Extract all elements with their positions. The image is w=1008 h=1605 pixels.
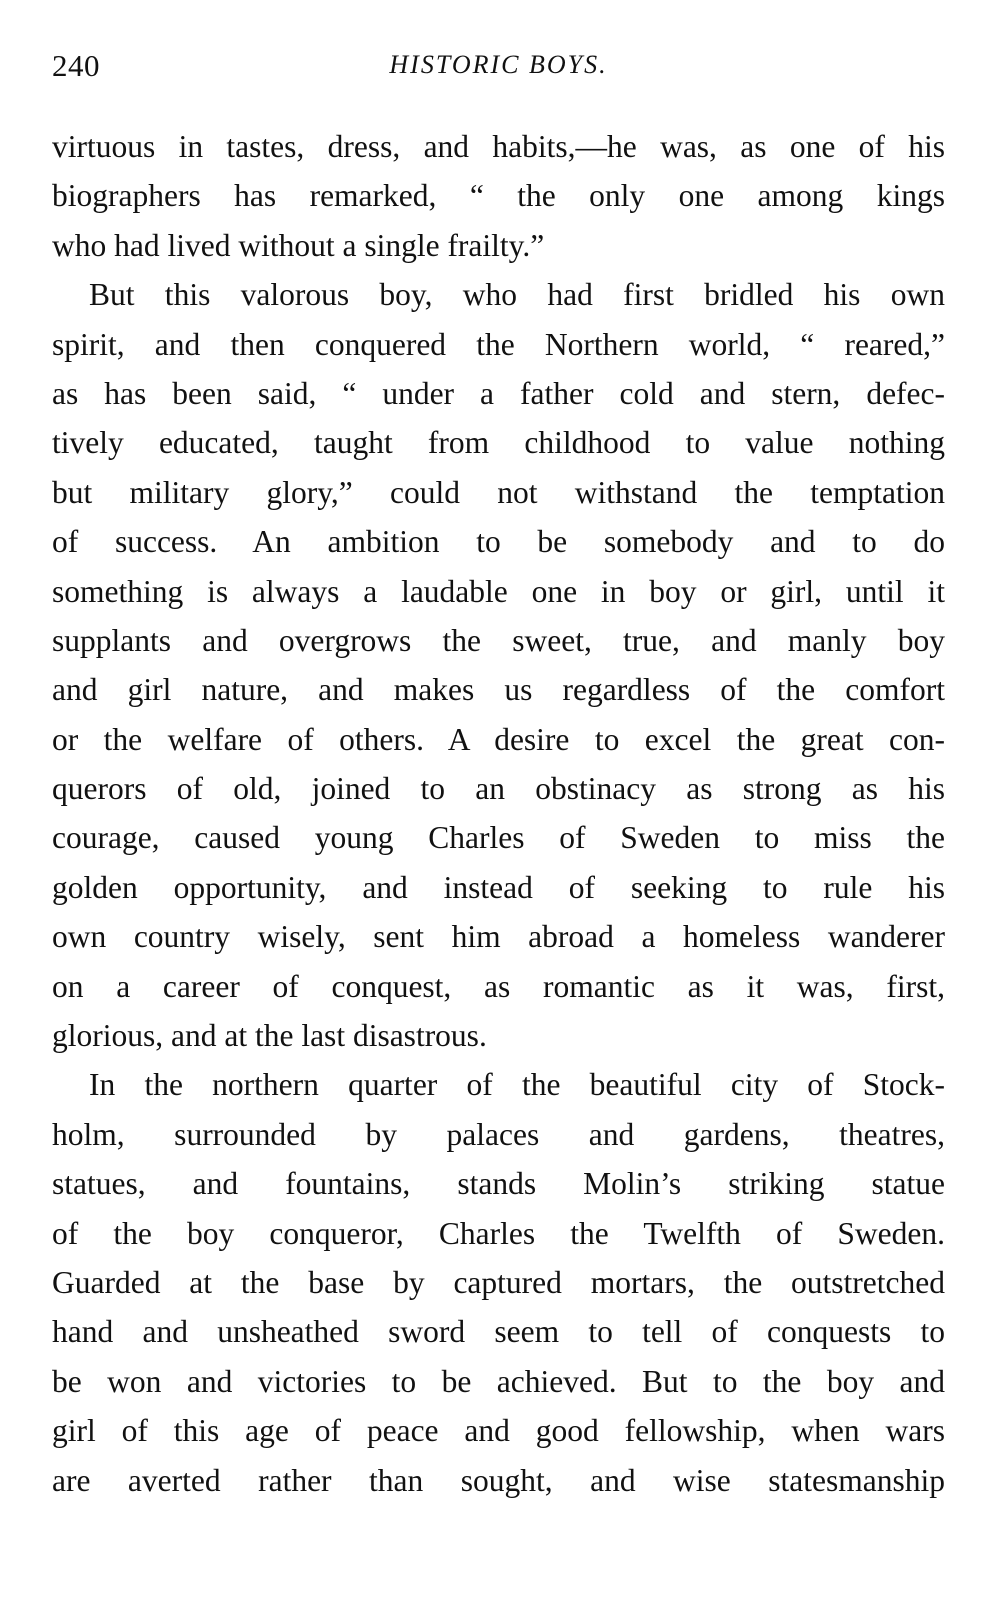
text-line: or the welfare of others. A desire to excel the great con- — [52, 721, 945, 757]
page-header — [52, 48, 945, 88]
text-line: spirit, and then conquered the Northern world, “ reared,” — [52, 326, 945, 362]
text-line: holm, surrounded by palaces and gardens, theatres, — [52, 1116, 945, 1152]
text-line: on a career of conquest, as romantic as it was, first, — [52, 968, 945, 1004]
page-number: 240 — [52, 48, 100, 83]
body-text — [52, 122, 945, 1505]
text-line: Guarded at the base by captured mortars, the outstretched — [52, 1264, 945, 1300]
text-line: be won and victories to be achieved. But to the boy and — [52, 1363, 945, 1399]
text-line: statues, and fountains, stands Molin’s striking statue — [52, 1166, 945, 1202]
text-line: but military glory,” could not withstand the temptation — [52, 474, 945, 510]
text-line: as has been said, “ under a father cold and stern, defec- — [52, 375, 945, 411]
text-line: glorious, and at the last disastrous. — [52, 1018, 487, 1054]
text-line: girl of this age of peace and good fellowship, when wars — [52, 1413, 945, 1449]
text-line: and girl nature, and makes us regardless of the comfort — [52, 672, 945, 708]
text-line: of the boy conqueror, Charles the Twelfth of Sweden. — [52, 1215, 945, 1251]
text-line: courage, caused young Charles of Sweden to miss the — [52, 820, 945, 856]
text-line: supplants and overgrows the sweet, true, and manly boy — [52, 622, 945, 658]
text-line: tively educated, taught from childhood to value nothing — [52, 425, 945, 461]
text-line: querors of old, joined to an obstinacy as strong as his — [52, 771, 945, 807]
text-line: something is always a laudable one in boy or girl, until it — [52, 573, 945, 609]
text-line: In the northern quarter of the beautiful city of Stock- — [89, 1067, 945, 1103]
running-title: HISTORIC BOYS. — [389, 50, 608, 79]
text-line: But this valorous boy, who had first bridled his own — [89, 277, 945, 313]
text-line: golden opportunity, and instead of seeking to rule his — [52, 869, 945, 905]
text-line: own country wisely, sent him abroad a homeless wanderer — [52, 919, 945, 955]
text-line: virtuous in tastes, dress, and habits,—he was, as one of his — [52, 129, 945, 164]
text-line: who had lived without a single frailty.” — [52, 227, 545, 263]
text-line: biographers has remarked, “ the only one among kings — [52, 178, 945, 214]
text-line: are averted rather than sought, and wise statesmanship — [52, 1462, 945, 1498]
text-line: hand and unsheathed sword seem to tell of conquests to — [52, 1314, 945, 1350]
paragraph — [52, 122, 945, 270]
paragraph — [52, 270, 945, 1060]
paragraph — [52, 1060, 945, 1505]
text-line: of success. An ambition to be somebody and to do — [52, 524, 945, 560]
